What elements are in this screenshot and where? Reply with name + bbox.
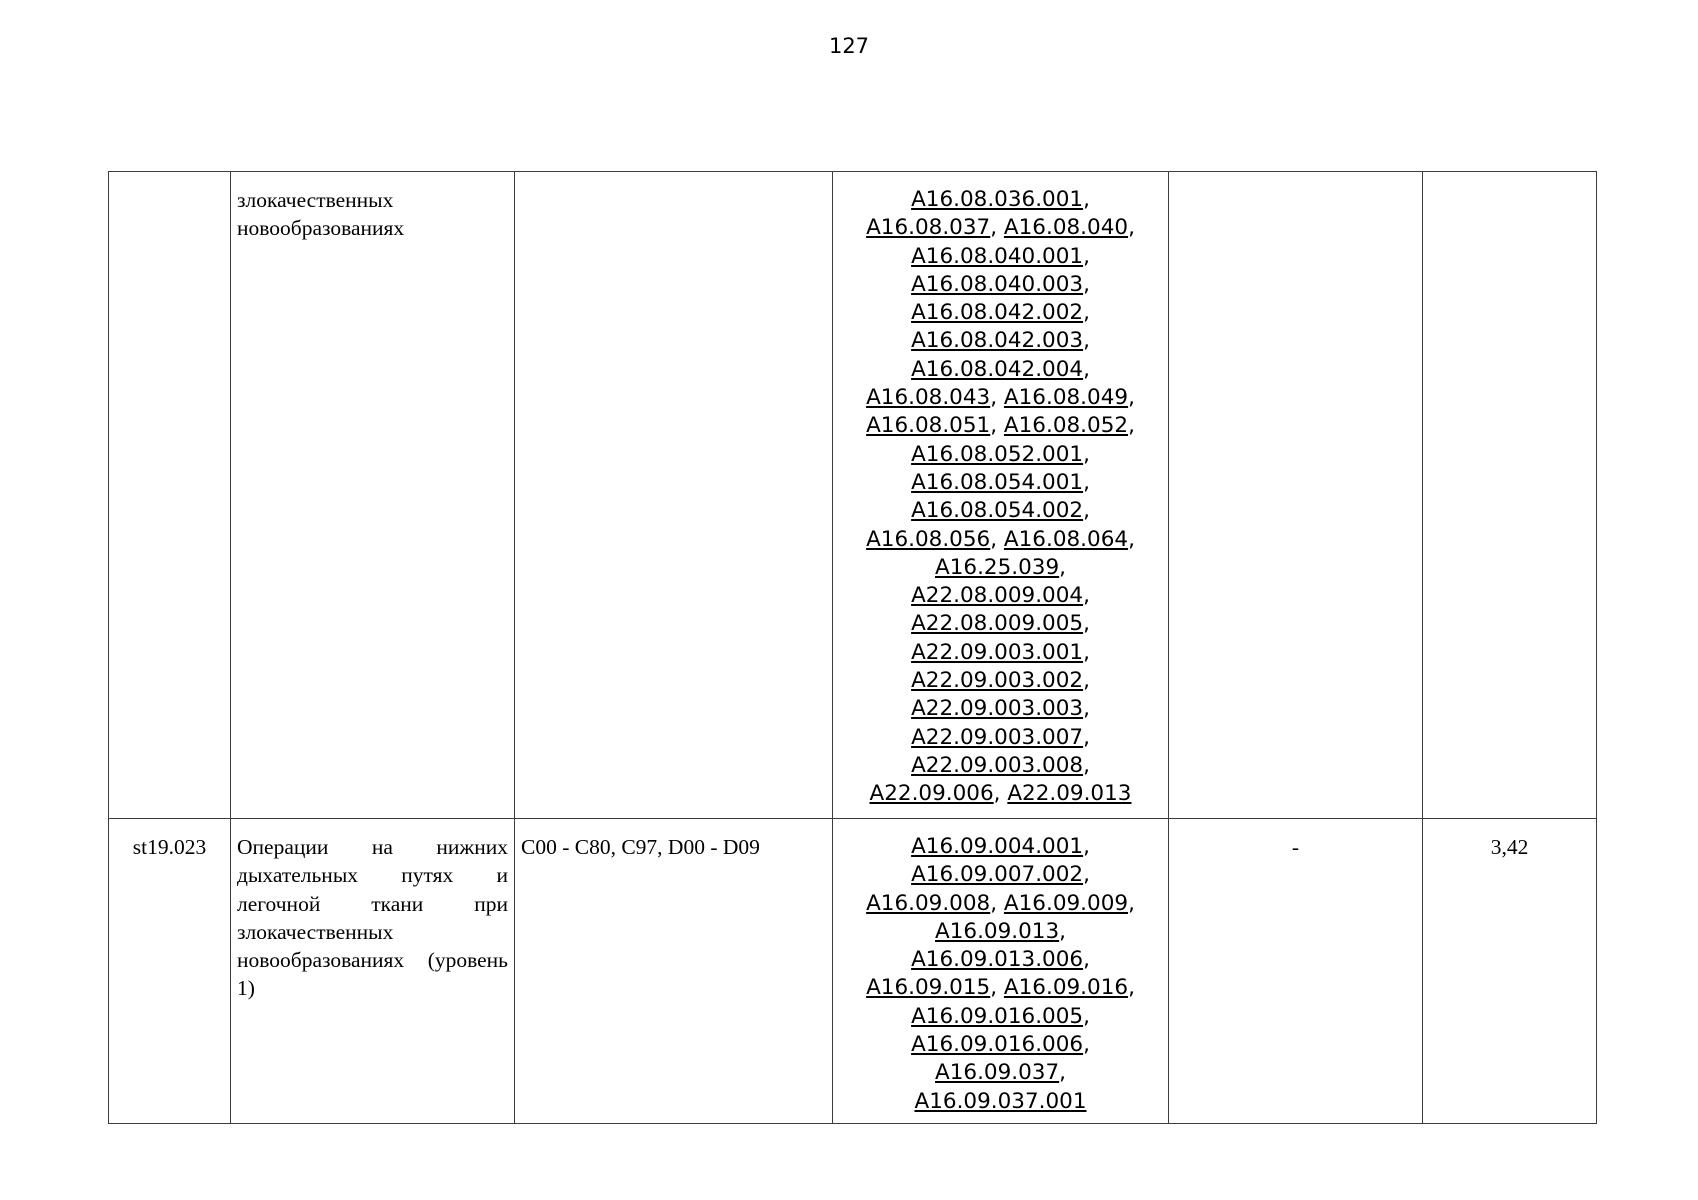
service-code-line: A22.09.003.007,	[911, 724, 1090, 750]
service-code-line: A16.09.004.001,	[911, 834, 1090, 859]
service-code-link[interactable]: A16.09.009	[1003, 890, 1129, 916]
service-code-link[interactable]: A22.08.009.004	[911, 583, 1084, 609]
ksg-name-cell	[231, 172, 515, 819]
service-code-link[interactable]: A16.09.037	[935, 1060, 1060, 1086]
service-code-line: A16.08.051, A16.08.052,	[866, 413, 1135, 439]
service-code-line: A16.08.042.004,	[911, 356, 1090, 382]
service-code-link[interactable]: A16.08.040	[1003, 215, 1129, 241]
service-code-link[interactable]: A22.09.003.002	[911, 668, 1084, 694]
tariff-table	[108, 171, 1597, 1124]
service-code-link[interactable]: A16.08.054.002	[911, 498, 1084, 524]
ksg-name-cell	[231, 819, 515, 1124]
page-number: 127	[828, 34, 870, 58]
service-code-line: A16.09.013,	[935, 918, 1066, 944]
service-code-link[interactable]: A22.09.013	[1007, 781, 1132, 807]
service-code-link[interactable]: A22.09.003.001	[911, 639, 1084, 665]
service-code-link[interactable]: A16.08.043	[866, 385, 991, 411]
table-row	[109, 172, 1597, 819]
service-code-link[interactable]: A16.08.054.001	[911, 469, 1084, 495]
service-code-line: A16.08.040.001,	[911, 243, 1090, 269]
service-code-link[interactable]: A16.08.051	[866, 413, 991, 439]
service-codes-cell	[833, 172, 1169, 819]
service-code-link[interactable]: A16.08.052	[1003, 413, 1129, 439]
service-code-link[interactable]: A22.09.003.003	[911, 696, 1084, 722]
service-code-link[interactable]: A16.08.042.003	[911, 328, 1084, 354]
service-code-line: A22.09.006, A22.09.013	[869, 781, 1132, 807]
ksg-code-cell: st19.023	[109, 819, 231, 1124]
service-code-link[interactable]: A16.08.042.004	[911, 356, 1084, 382]
service-code-link[interactable]: A22.08.009.005	[911, 611, 1084, 637]
service-code-line: A16.25.039,	[935, 554, 1066, 580]
service-code-link[interactable]: A16.08.040.001	[911, 243, 1084, 269]
table-row	[109, 819, 1597, 1124]
service-code-line: A22.08.009.005,	[911, 611, 1090, 637]
ksg-name-line: злокачественных	[237, 188, 394, 212]
service-code-link[interactable]: A16.08.049	[1003, 385, 1129, 411]
service-code-line: A16.08.040.003,	[911, 271, 1090, 297]
service-code-link[interactable]: A16.09.015	[866, 975, 991, 1001]
service-code-line: A16.08.056, A16.08.064,	[866, 526, 1135, 552]
service-code-link[interactable]: A16.09.016	[1003, 975, 1129, 1001]
other-criteria-cell	[1169, 172, 1423, 819]
service-code-link[interactable]: A16.09.007.002	[911, 862, 1084, 888]
service-code-link[interactable]: A22.09.006	[869, 781, 994, 807]
service-code-line: A16.08.042.003,	[911, 328, 1090, 354]
ksg-code-cell	[109, 172, 231, 819]
service-code-link[interactable]: A16.09.013.006	[911, 947, 1084, 973]
service-code-line	[839, 1088, 1162, 1116]
service-code-line: A16.08.037, A16.08.040,	[866, 215, 1135, 241]
service-code-link[interactable]: A16.08.052.001	[911, 441, 1084, 467]
service-code-link[interactable]: A16.09.008	[866, 890, 991, 916]
diagnosis-codes-cell	[515, 172, 833, 819]
service-code-line: A16.09.013.006,	[911, 947, 1090, 973]
service-code-line: A22.09.003.008,	[911, 752, 1090, 778]
diagnosis-codes-cell: C00 - C80, C97, D00 - D09	[515, 819, 833, 1124]
service-code-line: A16.09.007.002,	[911, 862, 1090, 888]
service-code-line: A22.09.003.002,	[911, 668, 1090, 694]
service-code-line: A16.08.042.002,	[911, 300, 1090, 326]
service-code-link[interactable]: A16.09.004.001	[911, 834, 1084, 859]
service-code-line: A16.08.036.001,	[911, 187, 1090, 212]
service-code-line: A16.09.016.005,	[911, 1003, 1090, 1029]
service-code-link[interactable]: A16.09.013	[935, 918, 1060, 944]
service-code-link[interactable]: A16.25.039	[935, 554, 1060, 580]
service-code-link[interactable]: A16.08.056	[866, 526, 991, 552]
coefficient-cell: 3,42	[1423, 819, 1597, 1124]
coefficient-cell	[1423, 172, 1597, 819]
ksg-name-line: Операции на нижних дыхательных путях и легочной ткани при злокачественных новообразованиях (уровень 1)	[237, 835, 508, 1001]
service-code-line: A22.09.003.001,	[911, 639, 1090, 665]
service-code-line: A16.08.052.001,	[911, 441, 1090, 467]
service-code-line: A16.08.054.001,	[911, 469, 1090, 495]
service-code-link[interactable]: A16.08.037	[866, 215, 991, 241]
service-code-line: A16.09.016.006,	[911, 1032, 1090, 1058]
service-code-link[interactable]: A22.09.003.007	[911, 724, 1084, 750]
service-code-line: A16.08.054.002,	[911, 498, 1090, 524]
service-code-link[interactable]: A16.08.040.003	[911, 271, 1084, 297]
service-code-line: A16.09.015, A16.09.016,	[866, 975, 1135, 1001]
service-code-link[interactable]: A22.09.003.008	[911, 752, 1084, 778]
ksg-name-line: новообразованиях	[237, 216, 405, 241]
service-code-link[interactable]: A16.08.042.002	[911, 300, 1084, 326]
service-code-link[interactable]: A16.09.016.005	[911, 1003, 1084, 1029]
service-code-link[interactable]: A16.09.037.001	[914, 1088, 1087, 1114]
other-criteria-cell: -	[1169, 819, 1423, 1124]
service-codes-cell	[833, 819, 1169, 1124]
service-code-line: A22.08.009.004,	[911, 583, 1090, 609]
service-code-line: A16.08.043, A16.08.049,	[866, 385, 1135, 411]
service-code-link[interactable]: A16.08.064	[1003, 526, 1129, 552]
service-code-line: A16.09.008, A16.09.009,	[866, 890, 1135, 916]
service-code-link[interactable]: A16.08.036.001	[911, 187, 1084, 212]
service-code-line: A22.09.003.003,	[911, 696, 1090, 722]
service-code-link[interactable]: A16.09.016.006	[911, 1032, 1084, 1058]
service-code-line: A16.09.037,	[935, 1060, 1066, 1086]
